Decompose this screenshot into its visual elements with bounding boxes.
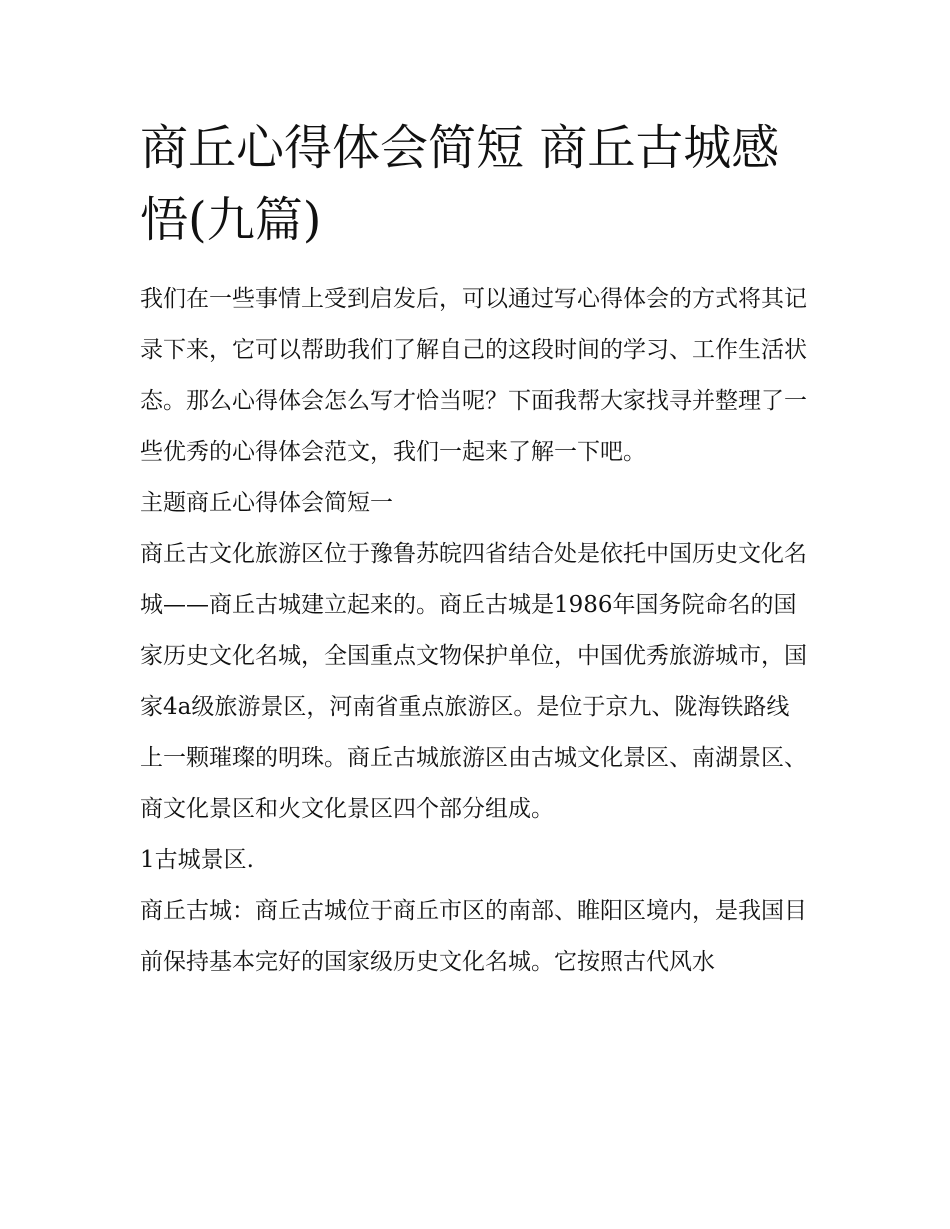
body-paragraph: 商丘古城：商丘古城位于商丘市区的南部、睢阳区境内，是我国目前保持基本完好的国家级历史文化名城。它按照古代风水 — [140, 898, 807, 975]
intro-paragraph: 我们在一些事情上受到启发后，可以通过写心得体会的方式将其记录下来，它可以帮助我们了解自己的这段时间的学习、工作生活状态。那么心得体会怎么写才恰当呢？下面我帮大家找寻并整理了一些优秀的心得体会范文，我们一起来了解一下吧。 — [140, 286, 807, 465]
body-paragraph: 商丘古文化旅游区位于豫鲁苏皖四省结合处是依托中国历史文化名城——商丘古城建立起来的。商丘古城是1986年国务院命名的国家历史文化名城，全国重点文物保护单位，中国优秀旅游城市，国家4a级旅游景区，河南省重点旅游区。是位于京九、陇海铁路线上一颗璀璨的明珠。商丘古城旅游区由古城文化景区、南湖景区、商文化景区和火文化景区四个部分组成。 — [140, 541, 807, 822]
section-heading: 主题商丘心得体会简短一 — [140, 490, 393, 516]
document-title: 商丘心得体会简短 商丘古城感悟(九篇) — [140, 120, 780, 248]
document-page — [140, 112, 812, 988]
subsection-heading: 1古城景区. — [140, 847, 254, 873]
